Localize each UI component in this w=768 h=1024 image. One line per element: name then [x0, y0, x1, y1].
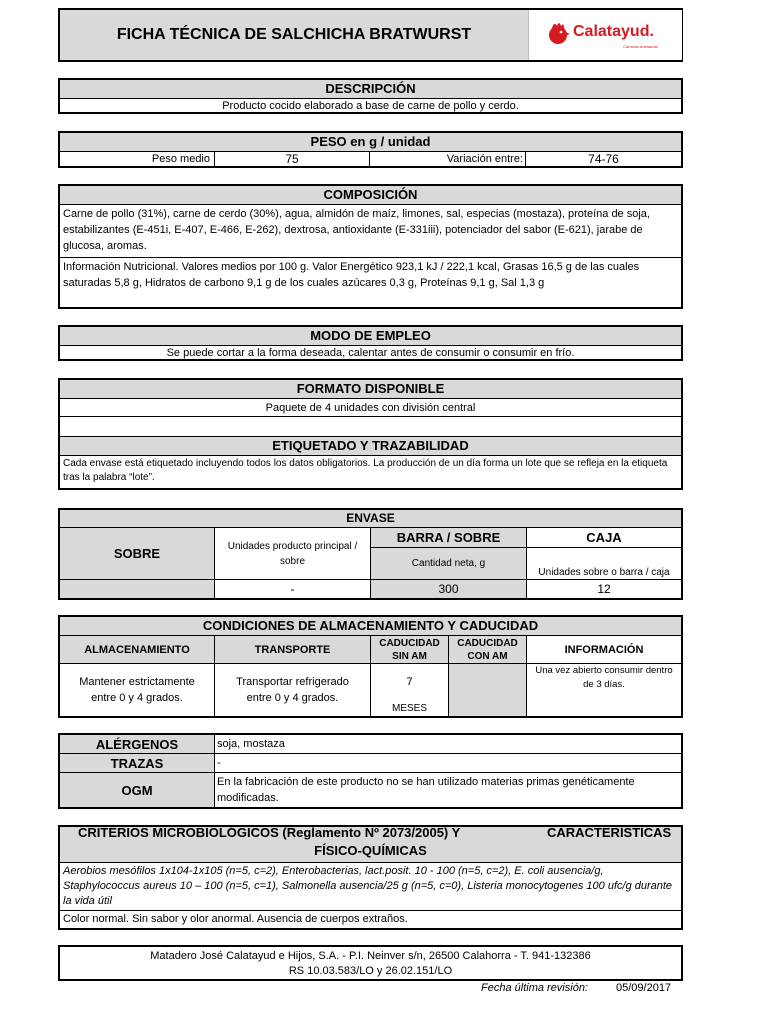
col-informacion: INFORMACIÓN: [527, 636, 681, 664]
header-box: [58, 8, 683, 62]
caducidad-sin-am-value: 7: [406, 676, 413, 688]
modo-empleo-text: Se puede cortar a la forma deseada, calentar antes de consumir o consumir en frío.: [166, 347, 575, 359]
criterios-section: [58, 825, 683, 930]
almacenamiento-value: Mantener estrictamente entre 0 y 4 grados.: [60, 664, 215, 716]
formato-empty-row: [60, 417, 681, 437]
envase-title: ENVASE: [60, 510, 681, 528]
col-caducidad-sin-am: CADUCIDAD SIN AM: [371, 636, 449, 664]
variacion-value: 74-76: [588, 152, 619, 166]
revision-label: Fecha última revisión:: [481, 982, 588, 994]
criterios-title-line2: FÍSICO-QUÍMICAS: [314, 843, 427, 858]
rooster-icon: [545, 20, 571, 46]
envase-section: [58, 508, 683, 600]
alergenos-label: ALÉRGENOS: [60, 735, 215, 754]
envase-barra-sobre: BARRA / SOBRE: [371, 528, 527, 548]
caducidad-con-am-value: [449, 664, 527, 716]
almacenamiento-section: [58, 615, 683, 718]
revision-date: 05/09/2017: [616, 982, 672, 994]
page-title: FICHA TÉCNICA DE SALCHICHA BRATWURST: [116, 26, 472, 43]
brand-name: Calatayud: [573, 23, 650, 40]
envase-unidades-value: -: [215, 580, 371, 598]
criterios-fisico-text: Color normal. Sin sabor y olor anormal. Ausencia de cuerpos extraños.: [63, 913, 408, 925]
descripcion-section: [58, 78, 683, 114]
etiquetado-title: ETIQUETADO Y TRAZABILIDAD: [60, 437, 681, 456]
peso-section: [58, 131, 683, 168]
col-transporte: TRANSPORTE: [215, 636, 371, 664]
criterios-micro-text: Aerobios mesófilos 1x104-1x105 (n=5, c=2), Enterobacterias, lact.posit. 10 - 100 (n=5, c=2), E. coli ausencia/g, Staphylococcus aureus 10 – 100 (n=5, c=1), Salmonella ausencia/25 g (n=5, c=0), Listeria monocytogenes 100 ufc/g durante la vida útil: [60, 863, 681, 911]
envase-unidades-label: Unidades producto principal / sobre: [215, 528, 371, 580]
transporte-value: Transportar refrigerado entre 0 y 4 grados.: [215, 664, 371, 716]
variacion-label: Variación entre:: [370, 152, 526, 167]
formato-text: Paquete de 4 unidades con división central: [60, 399, 681, 417]
envase-cantidad-neta: Cantidad neta, g: [371, 548, 527, 580]
descripcion-text: Producto cocido elaborado a base de carne de pollo y cerdo.: [222, 100, 519, 112]
envase-cantidad-value: 300: [371, 580, 527, 598]
criterios-title-left: CRITERIOS MICROBIOLÓGICOS (Reglamento Nº 2073/2005) Y: [78, 825, 461, 840]
col-caducidad-con-am: CADUCIDAD CON AM: [449, 636, 527, 664]
envase-empty-cell: [60, 580, 215, 598]
modo-empleo-section: [58, 325, 683, 361]
alergenos-value: soja, mostaza: [215, 735, 681, 754]
formato-title: FORMATO DISPONIBLE: [60, 380, 681, 399]
nutricional-text: Información Nutricional. Valores medios por 100 g. Valor Energético 923,1 kJ / 222,1 kcal, Grasas 16,5 g de las cuales saturadas 5,8 g, Hidratos de carbono 9,1 g de los cuales azúcares 0,3 g, Proteínas 9,1 g, Sal 1,3 g: [63, 261, 640, 289]
informacion-value: Una vez abierto consumir dentro de 3 días.: [535, 665, 673, 690]
footer-registro: RS 10.03.583/LO y 26.02.151/LO: [288, 965, 453, 977]
peso-title: PESO en g / unidad: [60, 133, 681, 152]
envase-unidades-caja: Unidades sobre o barra / caja: [527, 548, 681, 580]
brand-logo: [528, 10, 682, 60]
peso-medio-label: Peso medio: [60, 152, 215, 167]
composicion-title: COMPOSICIÓN: [60, 186, 681, 205]
etiquetado-text: Cada envase está etiquetado incluyendo todos los datos obligatorios. La producción de un día forma un lote que se refleja en la etiqueta tras la palabra “lote”.: [63, 458, 668, 483]
envase-caja-value: 12: [597, 582, 611, 596]
caducidad-sin-am-cell: [371, 664, 449, 716]
descripcion-title: DESCRIPCIÓN: [60, 80, 681, 99]
caducidad-sin-am-unit: MESES: [391, 703, 427, 714]
footer-box: [58, 945, 683, 981]
composicion-section: [58, 184, 683, 309]
ogm-value: En la fabricación de este producto no se han utilizado materias primas genéticamente modificadas.: [217, 776, 635, 804]
modo-empleo-title: MODO DE EMPLEO: [60, 327, 681, 346]
ogm-label: OGM: [60, 773, 215, 807]
alergenos-section: [58, 733, 683, 809]
envase-sobre-label: SOBRE: [60, 528, 215, 580]
criterios-title-right: CARACTERÍSTICAS: [547, 825, 672, 840]
trazas-value: -: [215, 754, 681, 773]
trazas-label: TRAZAS: [60, 754, 215, 773]
col-almacenamiento: ALMACENAMIENTO: [60, 636, 215, 664]
formato-section: [58, 378, 683, 490]
brand-dot: .: [649, 23, 654, 40]
brand-tagline: Cárnicas Artesanas: [623, 44, 658, 49]
envase-caja: CAJA: [527, 528, 681, 548]
ingredientes-text: Carne de pollo (31%), carne de cerdo (30%), agua, almidón de maíz, limones, sal, especias (mostaza), proteína de soja, estabilizantes (E-451i, E-407, E-466, E-262), dextrosa, antioxidante (E-331iii), potenciador del sabor (E-621), jarabe de glucosa, aromas.: [60, 205, 681, 258]
peso-medio-value: 75: [215, 152, 370, 167]
almacenamiento-title: CONDICIONES DE ALMACENAMIENTO Y CADUCIDAD: [60, 617, 681, 636]
criterios-header: [60, 827, 681, 863]
footer-company: Matadero José Calatayud e Hijos, S.A. - P.I. Neinver s/n, 26500 Calahorra - T. 941-132386: [150, 950, 591, 962]
